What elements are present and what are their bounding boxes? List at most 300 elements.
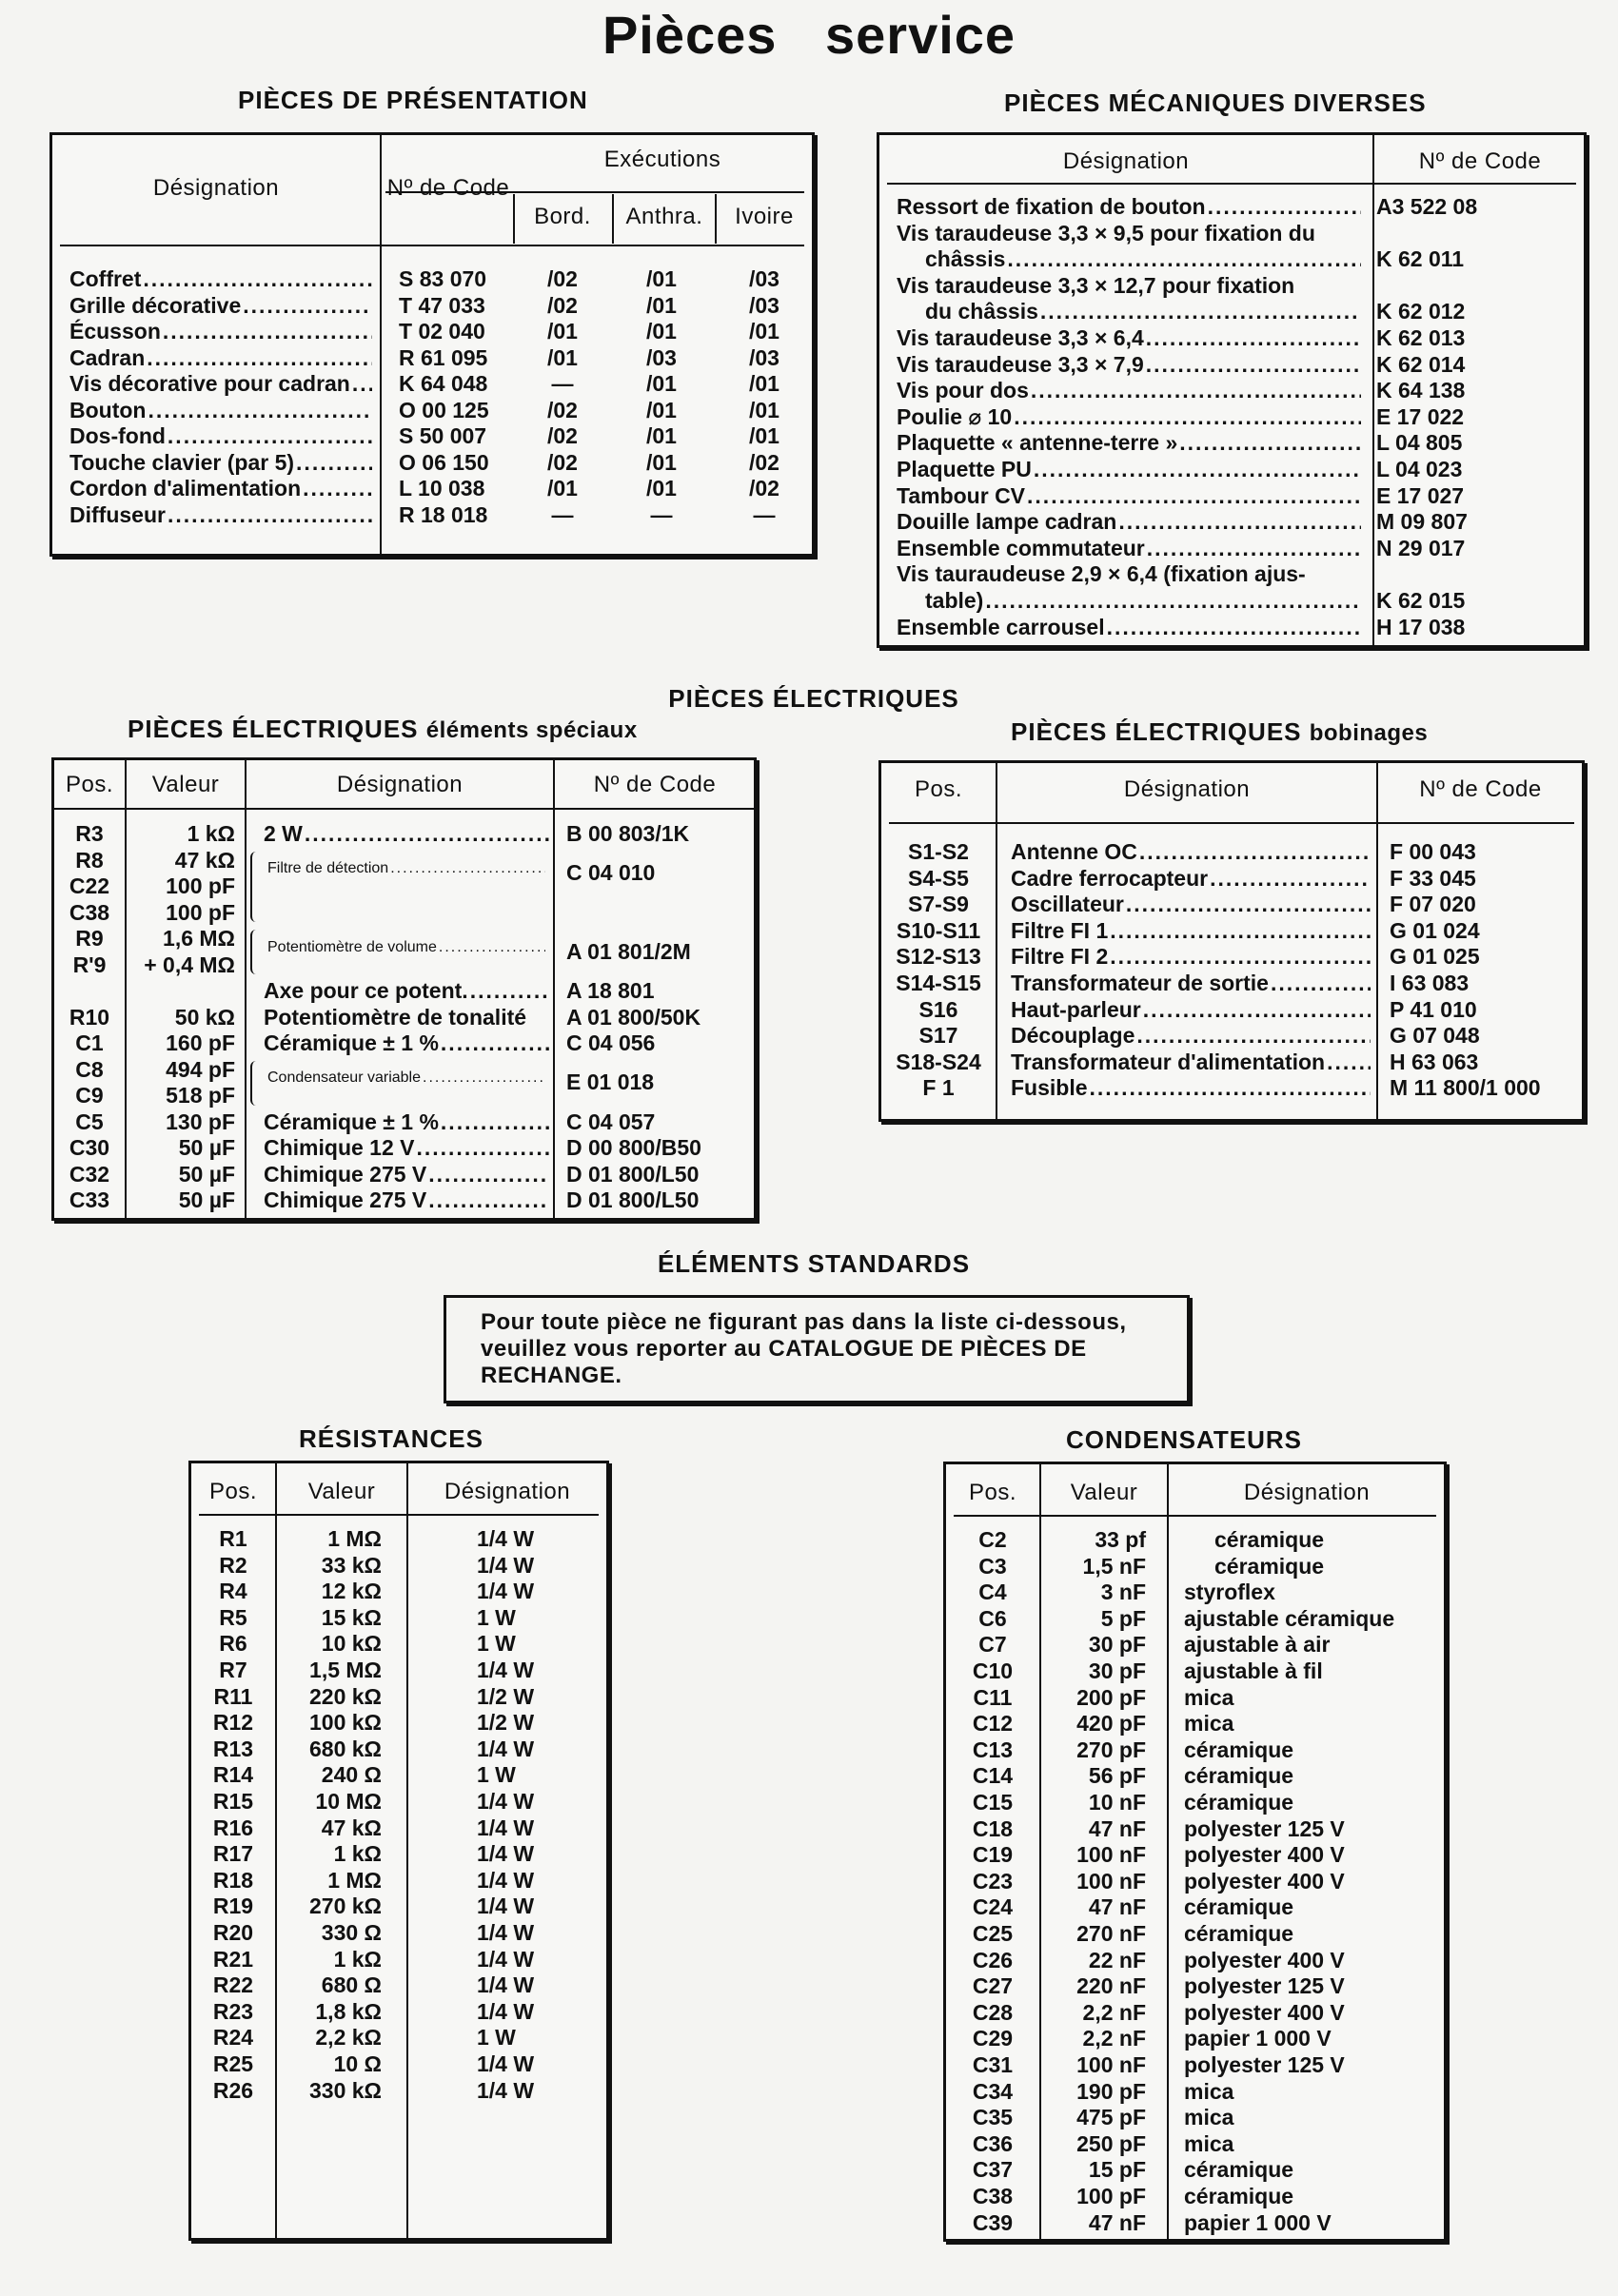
ivoire: /02 — [749, 476, 779, 500]
ivoire: /01 — [749, 319, 779, 343]
pos: C15 — [972, 1790, 1014, 1815]
anthra: /01 — [646, 319, 677, 343]
anthra: /01 — [646, 423, 677, 448]
valeur: 420 pF — [1076, 1711, 1146, 1737]
designation — [1011, 892, 1371, 918]
code: E 01 018 — [566, 1070, 655, 1095]
designation — [69, 345, 372, 372]
valeur: 10 nF — [1088, 1790, 1146, 1815]
designation — [925, 246, 1361, 273]
leader-dots — [1107, 615, 1361, 641]
designation — [925, 588, 1361, 615]
condensateurs-title: CONDENSATEURS — [1066, 1425, 1302, 1454]
ivoire: /03 — [749, 266, 779, 291]
designation-text: Grille décorative — [69, 292, 242, 318]
header-designation: Désignation — [152, 175, 280, 201]
valeur: 270 pF — [1076, 1737, 1146, 1762]
designation: 1/2 W — [477, 1683, 535, 1709]
pos: C13 — [972, 1737, 1014, 1762]
table-row — [946, 2105, 1450, 2130]
valeur: 56 pF — [1088, 1763, 1146, 1789]
valeur: 30 pF — [1088, 1658, 1146, 1683]
designation — [1011, 1050, 1371, 1076]
valeur: 330 Ω — [321, 1920, 382, 1945]
valeur: 680 Ω — [321, 1972, 382, 1998]
code: L 10 038 — [399, 476, 485, 500]
pos: C3 — [978, 1553, 1007, 1579]
designation-text: Filtre FI 2 — [1011, 944, 1109, 970]
table-row — [897, 430, 1582, 456]
pos: R6 — [219, 1631, 247, 1657]
code: B 00 803/1K — [566, 821, 690, 846]
designation: ajustable céramique — [1184, 1605, 1395, 1631]
designation: polyester 400 V — [1184, 1999, 1345, 2025]
designation-text: Vis pour dos — [897, 378, 1029, 403]
table-row — [897, 325, 1582, 351]
designation — [1011, 997, 1371, 1024]
pos: R18 — [212, 1867, 254, 1893]
designation: céramique — [1184, 1763, 1294, 1789]
pos: R17 — [212, 1841, 254, 1867]
designation: 1/4 W — [477, 1736, 535, 1761]
header-code: Nº de Code — [593, 772, 717, 797]
table-row — [897, 246, 1582, 272]
leader-dots — [143, 266, 372, 293]
code: A 01 801/2M — [566, 938, 691, 964]
pos: C30 — [69, 1135, 110, 1160]
bord: — — [551, 501, 574, 527]
code: K 62 015 — [1376, 588, 1466, 613]
code: C 04 010 — [566, 860, 656, 886]
table-row — [191, 1841, 612, 1867]
designation — [264, 978, 549, 1005]
bord: /01 — [547, 319, 578, 343]
leader-dots — [1090, 1075, 1371, 1102]
table-row — [881, 997, 1588, 1023]
leader-dots — [1110, 918, 1371, 945]
valeur: 190 pF — [1076, 2078, 1146, 2104]
code: T 47 033 — [399, 292, 485, 318]
code: E 17 022 — [1376, 403, 1465, 429]
leader-dots — [1007, 246, 1361, 273]
code: N 29 017 — [1376, 535, 1466, 560]
designation: 1/4 W — [477, 1841, 535, 1867]
leader-dots — [1327, 1050, 1371, 1076]
anthra: — — [650, 501, 673, 527]
table-row — [191, 2025, 612, 2051]
table-row — [946, 1948, 1450, 1973]
header-designation: Désignation — [1123, 776, 1251, 802]
table-row — [946, 2079, 1450, 2105]
designation: 1/4 W — [477, 1579, 535, 1604]
designation-text: Cadran — [69, 344, 146, 370]
designation-text: Filtre de détection — [267, 860, 389, 877]
leader-dots — [428, 1187, 549, 1214]
designation: mica — [1184, 2105, 1234, 2130]
pos: R23 — [212, 1998, 254, 2024]
designation: mica — [1184, 2130, 1234, 2156]
ivoire: /03 — [749, 292, 779, 318]
valeur: 680 kΩ — [309, 1736, 382, 1761]
header-pos: Pos. — [65, 772, 114, 797]
pos: C34 — [972, 2078, 1014, 2104]
pos: C9 — [75, 1083, 104, 1108]
header-designation: Désignation — [444, 1479, 571, 1504]
pos: R'9 — [72, 952, 107, 977]
code: G 07 048 — [1390, 1023, 1480, 1049]
table-row — [191, 1526, 612, 1552]
table-row — [54, 1030, 760, 1056]
speciaux-table — [51, 757, 757, 1221]
valeur: 100 pF — [1076, 2184, 1146, 2208]
designation-text: Plaquette PU — [897, 457, 1032, 481]
designation-text: Écusson — [69, 319, 161, 343]
designation-text: Diffuseur — [69, 501, 166, 527]
designation: 1 W — [477, 1604, 516, 1630]
table-row — [897, 404, 1582, 430]
pos: C4 — [978, 1580, 1007, 1605]
table-row — [897, 194, 1582, 220]
designation: 1/4 W — [477, 1789, 535, 1814]
designation: polyester 400 V — [1184, 1842, 1345, 1868]
table-row — [54, 1005, 760, 1030]
leader-dots — [1139, 839, 1371, 866]
code: I 63 083 — [1390, 971, 1470, 995]
pos: C2 — [978, 1527, 1007, 1552]
valeur: 10 kΩ — [321, 1631, 382, 1657]
table-row — [946, 1763, 1450, 1789]
valeur: 15 kΩ — [321, 1604, 382, 1630]
code: F 00 043 — [1390, 839, 1476, 864]
code: P 41 010 — [1390, 996, 1477, 1022]
table-row — [946, 2026, 1450, 2051]
designation — [69, 502, 372, 529]
pos: C5 — [75, 1109, 104, 1134]
designation: 1/2 W — [477, 1710, 535, 1736]
designation-text: Ressort de fixation de bouton — [897, 194, 1206, 219]
leader-dots — [1118, 509, 1361, 536]
pos: R2 — [219, 1552, 247, 1578]
table-row — [191, 1815, 612, 1841]
valeur: 200 pF — [1076, 1684, 1146, 1710]
code: H 17 038 — [1376, 614, 1466, 639]
group-brace — [250, 930, 260, 974]
presentation-title: PIÈCES DE PRÉSENTATION — [238, 86, 588, 114]
table-row — [946, 1869, 1450, 1894]
table-row — [897, 457, 1582, 482]
designation — [1011, 1023, 1371, 1050]
bobinages-title — [1011, 717, 1428, 747]
pos: R14 — [212, 1762, 254, 1788]
pos: R16 — [212, 1815, 254, 1840]
valeur: 1,8 kΩ — [315, 1998, 382, 2024]
designation-text: Coffret — [69, 266, 142, 291]
code: F 07 020 — [1390, 892, 1476, 917]
valeur: 100 pF — [166, 873, 235, 898]
pos: C24 — [972, 1894, 1014, 1920]
leader-dots — [168, 423, 372, 450]
condensateurs-table — [943, 1462, 1447, 2242]
designation-text: 2 W — [264, 821, 303, 846]
code: A 01 800/50K — [566, 1004, 701, 1030]
table-row — [897, 378, 1582, 403]
resistances-title: RÉSISTANCES — [299, 1424, 483, 1453]
valeur: 10 Ω — [333, 2051, 382, 2076]
designation: céramique — [1184, 2157, 1294, 2183]
valeur: 130 pF — [166, 1109, 235, 1134]
table-row — [191, 1658, 612, 1683]
designation-text: Plaquette « antenne-terre » — [897, 430, 1178, 456]
valeur: 3 nF — [1100, 1580, 1146, 1605]
code: L 04 023 — [1376, 457, 1463, 481]
anthra: /01 — [646, 449, 677, 475]
pos: S12-S13 — [896, 944, 981, 970]
valeur: 50 µF — [178, 1187, 235, 1212]
pos: R25 — [212, 2051, 254, 2076]
designation: 1/4 W — [477, 1658, 535, 1682]
leader-dots — [1126, 892, 1371, 918]
valeur: 100 kΩ — [309, 1710, 382, 1736]
designation-text: Ensemble commutateur — [897, 535, 1145, 560]
pos: S14-S15 — [896, 971, 981, 995]
designation: polyester 125 V — [1184, 2052, 1345, 2077]
pos: C14 — [972, 1763, 1014, 1789]
table-row — [946, 1790, 1450, 1815]
valeur: 47 kΩ — [321, 1815, 382, 1840]
code: H 63 063 — [1390, 1049, 1479, 1074]
pos: C6 — [978, 1605, 1007, 1631]
code: M 09 807 — [1376, 509, 1468, 535]
header-code: Nº de Code — [386, 175, 510, 201]
leader-dots — [1040, 299, 1361, 325]
pos: S4-S5 — [908, 865, 969, 891]
table-row — [881, 918, 1588, 944]
table-row — [191, 1631, 612, 1657]
valeur: 475 pF — [1076, 2105, 1146, 2130]
designation: polyester 125 V — [1184, 1815, 1345, 1841]
table-row — [69, 476, 812, 501]
bobinages-table — [878, 760, 1585, 1122]
table-row — [897, 483, 1582, 509]
pos: S16 — [918, 996, 958, 1022]
designation-text: Touche clavier (par 5) — [69, 449, 295, 475]
valeur: 1 kΩ — [333, 1946, 382, 1972]
header-bord: Bord. — [534, 204, 591, 229]
table-row — [881, 944, 1588, 970]
table-row — [946, 2157, 1450, 2183]
code: T 02 040 — [399, 319, 485, 343]
pos: R8 — [75, 847, 104, 873]
table-row — [191, 1762, 612, 1788]
valeur: 494 pF — [166, 1056, 235, 1082]
valeur: 30 pF — [1088, 1632, 1146, 1658]
pos: S18-S24 — [896, 1049, 981, 1074]
designation-text: châssis — [925, 246, 1006, 272]
designation — [897, 430, 1361, 457]
leader-dots — [390, 860, 545, 877]
speciaux-title — [128, 715, 638, 744]
bord: /02 — [547, 292, 578, 318]
code: C 04 057 — [566, 1109, 656, 1134]
leader-dots — [305, 821, 549, 848]
designation — [1011, 944, 1371, 971]
bord: — — [551, 371, 574, 396]
designation: 1/4 W — [477, 2077, 535, 2103]
leader-dots — [296, 450, 372, 477]
standards-title: ÉLÉMENTS STANDARDS — [657, 1249, 971, 1278]
header-code: Nº de Code — [1419, 776, 1542, 802]
table-row — [54, 821, 760, 847]
pos: R9 — [75, 926, 104, 951]
valeur: 100 pF — [166, 899, 235, 925]
valeur: 100 nF — [1076, 2052, 1146, 2077]
designation-text: Cordon d'alimentation — [69, 476, 302, 500]
table-row — [897, 273, 1582, 299]
designation — [897, 536, 1361, 562]
valeur: 1 kΩ — [187, 821, 235, 846]
pos: C36 — [972, 2130, 1014, 2156]
designation — [264, 1187, 549, 1214]
table-row — [191, 1684, 612, 1710]
table-row — [897, 536, 1582, 561]
designation-text: Tambour CV — [897, 482, 1026, 508]
pos: C33 — [69, 1187, 110, 1212]
table-row — [946, 1658, 1450, 1684]
pos: C18 — [972, 1815, 1014, 1841]
table-row — [191, 1789, 612, 1815]
table-row — [946, 1580, 1450, 1605]
pos: R1 — [219, 1526, 247, 1551]
pos: R26 — [212, 2077, 254, 2103]
valeur: 47 nF — [1088, 1815, 1146, 1841]
code: O 06 150 — [399, 449, 489, 475]
mecaniques-table — [877, 132, 1587, 648]
pos: C12 — [972, 1711, 1014, 1737]
designation — [69, 371, 372, 398]
table-row — [946, 2184, 1450, 2209]
code: D 01 800/L50 — [566, 1187, 700, 1212]
code: L 04 805 — [1376, 430, 1463, 456]
pos: R15 — [212, 1789, 254, 1814]
code: R 61 095 — [399, 344, 488, 370]
designation-text: Découplage — [1011, 1023, 1135, 1049]
leader-dots — [1208, 194, 1361, 221]
table-row — [191, 1972, 612, 1998]
header-code: Nº de Code — [1418, 148, 1542, 174]
header-pos: Pos. — [914, 776, 963, 802]
table-row — [881, 1075, 1588, 1101]
designation: céramique — [1184, 1894, 1294, 1920]
leader-dots — [416, 1135, 549, 1162]
pos: C26 — [972, 1947, 1014, 1972]
designation: Potentiomètre de tonalité — [264, 1004, 527, 1030]
table-row — [897, 299, 1582, 324]
code: K 64 048 — [399, 371, 488, 396]
speciaux-title-sub: éléments spéciaux — [425, 717, 638, 743]
table-row — [946, 1973, 1450, 1999]
pos: C28 — [972, 1999, 1014, 2025]
designation — [897, 194, 1361, 221]
designation — [1011, 971, 1371, 997]
valeur: 220 kΩ — [309, 1683, 382, 1709]
pos: C27 — [972, 1973, 1014, 1999]
table-row — [897, 615, 1582, 640]
table-row — [191, 1710, 612, 1736]
pos: R22 — [212, 1972, 254, 1998]
designation — [264, 1135, 549, 1162]
pos: R21 — [212, 1946, 254, 1972]
code: M 11 800/1 000 — [1390, 1075, 1541, 1101]
table-row — [191, 1894, 612, 1919]
designation: céramique — [1184, 1737, 1294, 1762]
table-row — [191, 1999, 612, 2025]
header-valeur: Valeur — [307, 1479, 376, 1504]
table-row — [69, 502, 812, 528]
table-row — [191, 1553, 612, 1579]
designation — [264, 1162, 549, 1188]
pos: S17 — [918, 1023, 958, 1049]
designation: 1/4 W — [477, 2051, 535, 2076]
designation — [1011, 839, 1371, 866]
designation: mica — [1184, 2078, 1234, 2104]
designation — [1011, 918, 1371, 945]
valeur: 1 MΩ — [327, 1526, 382, 1551]
leader-dots — [1210, 866, 1371, 893]
table-row — [191, 2051, 612, 2077]
header-valeur: Valeur — [1070, 1480, 1138, 1505]
designation — [267, 860, 545, 877]
bobinages-title-main: PIÈCES ÉLECTRIQUES — [1011, 717, 1302, 746]
table-row — [946, 1554, 1450, 1580]
designation: 1/4 W — [477, 1946, 535, 1972]
table-row — [69, 266, 812, 292]
designation: 1/4 W — [477, 1867, 535, 1893]
designation — [897, 509, 1361, 536]
table-row — [946, 2000, 1450, 2026]
pos: S7-S9 — [908, 892, 969, 917]
table-row — [881, 971, 1588, 996]
table-row — [69, 319, 812, 344]
code: R 18 018 — [399, 501, 488, 527]
leader-dots — [1136, 1023, 1371, 1050]
pos: R7 — [219, 1658, 247, 1682]
code: O 00 125 — [399, 397, 489, 422]
leader-dots — [1027, 483, 1361, 510]
code: K 64 138 — [1376, 378, 1466, 403]
mecaniques-title: PIÈCES MÉCANIQUES DIVERSES — [1004, 88, 1427, 117]
leader-dots — [1271, 971, 1371, 997]
table-row — [881, 892, 1588, 917]
designation: styroflex — [1184, 1580, 1275, 1605]
leader-dots — [470, 978, 549, 1005]
designation-text: Fusible — [1011, 1075, 1088, 1101]
leader-dots — [1014, 404, 1361, 431]
table-row — [946, 1527, 1450, 1553]
valeur: 47 kΩ — [174, 847, 235, 873]
valeur: 50 kΩ — [174, 1004, 235, 1030]
speciaux-title-main: PIÈCES ÉLECTRIQUES — [128, 715, 419, 743]
table-row — [946, 1842, 1450, 1868]
designation: 1/4 W — [477, 1998, 535, 2024]
leader-dots — [439, 939, 545, 956]
leader-dots — [985, 588, 1361, 615]
table-row — [946, 1632, 1450, 1658]
designation-text: Chimique 275 V — [264, 1161, 427, 1187]
code: K 62 012 — [1376, 299, 1466, 324]
table-row — [69, 293, 812, 319]
pos: R12 — [212, 1710, 254, 1736]
pos: C10 — [972, 1658, 1014, 1683]
